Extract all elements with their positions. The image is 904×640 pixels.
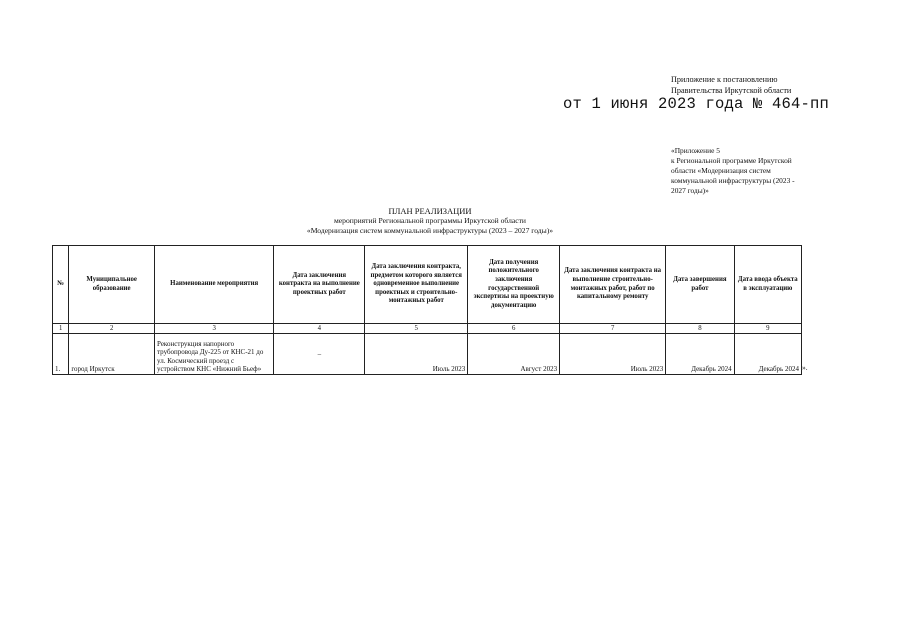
column-number: 9 <box>734 324 801 334</box>
appendix-line-2: к Региональной программе Иркутской <box>671 156 792 165</box>
title-subtitle-2: «Модернизация систем коммунальной инфраструктуры (2023 – 2027 годы)» <box>306 225 554 235</box>
appendix-line-5: 2027 годы)» <box>671 186 709 195</box>
header-combined-contract: Дата заключения контракта, предметом которого является одновременное выполнение проектных и строительно-монтажных работ <box>365 246 468 324</box>
row-municipality: город Иркутск <box>69 334 155 375</box>
row-combined-contract: Июль 2023 <box>365 334 468 375</box>
column-number-row <box>53 324 802 334</box>
column-number: 1 <box>53 324 69 334</box>
header-completion: Дата завершения работ <box>666 246 734 324</box>
header-municipality: Муниципальное образование <box>69 246 155 324</box>
column-number: 8 <box>666 324 734 334</box>
decree-header <box>671 74 791 96</box>
header-commissioning: Дата ввода объекта в эксплуатацию <box>734 246 801 324</box>
row-commissioning: Декабрь 2024 <box>734 334 801 375</box>
header-event: Наименование мероприятия <box>155 246 274 324</box>
title-heading: ПЛАН РЕАЛИЗАЦИИ <box>388 206 472 216</box>
column-number: 7 <box>560 324 666 334</box>
column-number: 2 <box>69 324 155 334</box>
title-subtitle-1: мероприятий Региональной программы Иркутской области <box>333 216 527 225</box>
table-row <box>53 334 802 375</box>
row-design-contract: – <box>274 334 365 375</box>
header-line-2: Правительства Иркутской области <box>671 86 792 95</box>
row-construction-contract: Июль 2023 <box>560 334 666 375</box>
decree-number: от 1 июня 2023 года № 464-пп <box>563 95 830 113</box>
appendix-line-1: «Приложение 5 <box>671 146 720 155</box>
header-expertise: Дата получения положительного заключения государственной экспертизы на проектную документацию <box>468 246 560 324</box>
column-number: 4 <box>274 324 365 334</box>
header-design-contract: Дата заключения контракта на выполнение проектных работ <box>274 246 365 324</box>
closing-quote: ». <box>802 363 808 372</box>
row-event: Реконструкция напорного трубопровода Ду-225 от КНС-21 до ул. Космический проезд с устройством КНС «Нижний Бьеф» <box>155 334 274 375</box>
header-number: № <box>53 246 69 324</box>
appendix-line-4: коммунальной инфраструктуры (2023 - <box>671 176 795 185</box>
header-line-1: Приложение к постановлению <box>671 75 778 84</box>
document-title <box>0 206 860 235</box>
column-number: 3 <box>155 324 274 334</box>
column-number: 6 <box>468 324 560 334</box>
header-construction-contract: Дата заключения контракта на выполнение строительно-монтажных работ, работ по капитальному ремонту <box>560 246 666 324</box>
appendix-note <box>671 146 795 196</box>
row-number: 1. <box>53 334 69 375</box>
appendix-line-3: области «Модернизация систем <box>671 166 771 175</box>
row-completion: Декабрь 2024 <box>666 334 734 375</box>
column-number: 5 <box>365 324 468 334</box>
table-header-row <box>53 246 802 324</box>
row-expertise: Август 2023 <box>468 334 560 375</box>
plan-table <box>52 245 802 375</box>
